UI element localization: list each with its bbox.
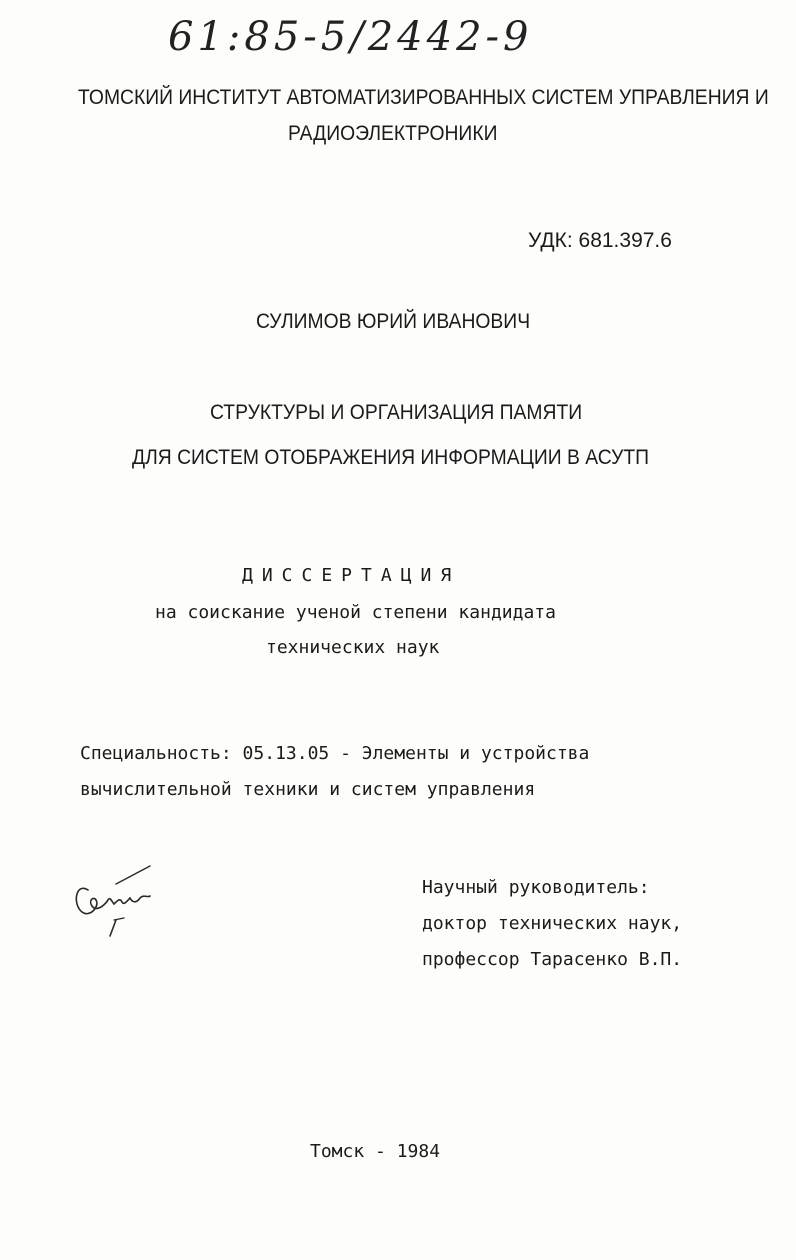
specialty-line-1: Специальность: 05.13.05 - Элементы и устройства [80,743,590,764]
author-name: СУЛИМОВ ЮРИЙ ИВАНОВИЧ [256,310,531,333]
signature [70,860,170,940]
document-type-line-2: технических наук [266,637,440,658]
udc-code: УДК: 681.397.6 [528,229,672,252]
supervisor-label: Научный руководитель: [422,877,650,898]
specialty-line-2: вычислительной техники и систем управления [80,779,536,800]
footer-city-year: Томск - 1984 [310,1141,441,1162]
supervisor-degree: доктор технических наук, [422,913,683,934]
document-type-heading: ДИССЕРТАЦИЯ [242,565,461,586]
institution-line-1: ТОМСКИЙ ИНСТИТУТ АВТОМАТИЗИРОВАННЫХ СИСТЕМ УПРАВЛЕНИЯ И [78,86,769,109]
institution-line-2: РАДИОЭЛЕКТРОНИКИ [288,122,498,145]
title-line-2: ДЛЯ СИСТЕМ ОТОБРАЖЕНИЯ ИНФОРМАЦИИ В АСУТП [132,446,650,469]
supervisor-name: профессор Тарасенко В.П. [422,949,683,970]
title-line-1: СТРУКТУРЫ И ОРГАНИЗАЦИЯ ПАМЯТИ [210,401,583,424]
document-type-line-1: на соискание ученой степени кандидата [155,602,556,623]
archive-number-handwritten: 61:85-5/2442-9 [168,14,533,60]
